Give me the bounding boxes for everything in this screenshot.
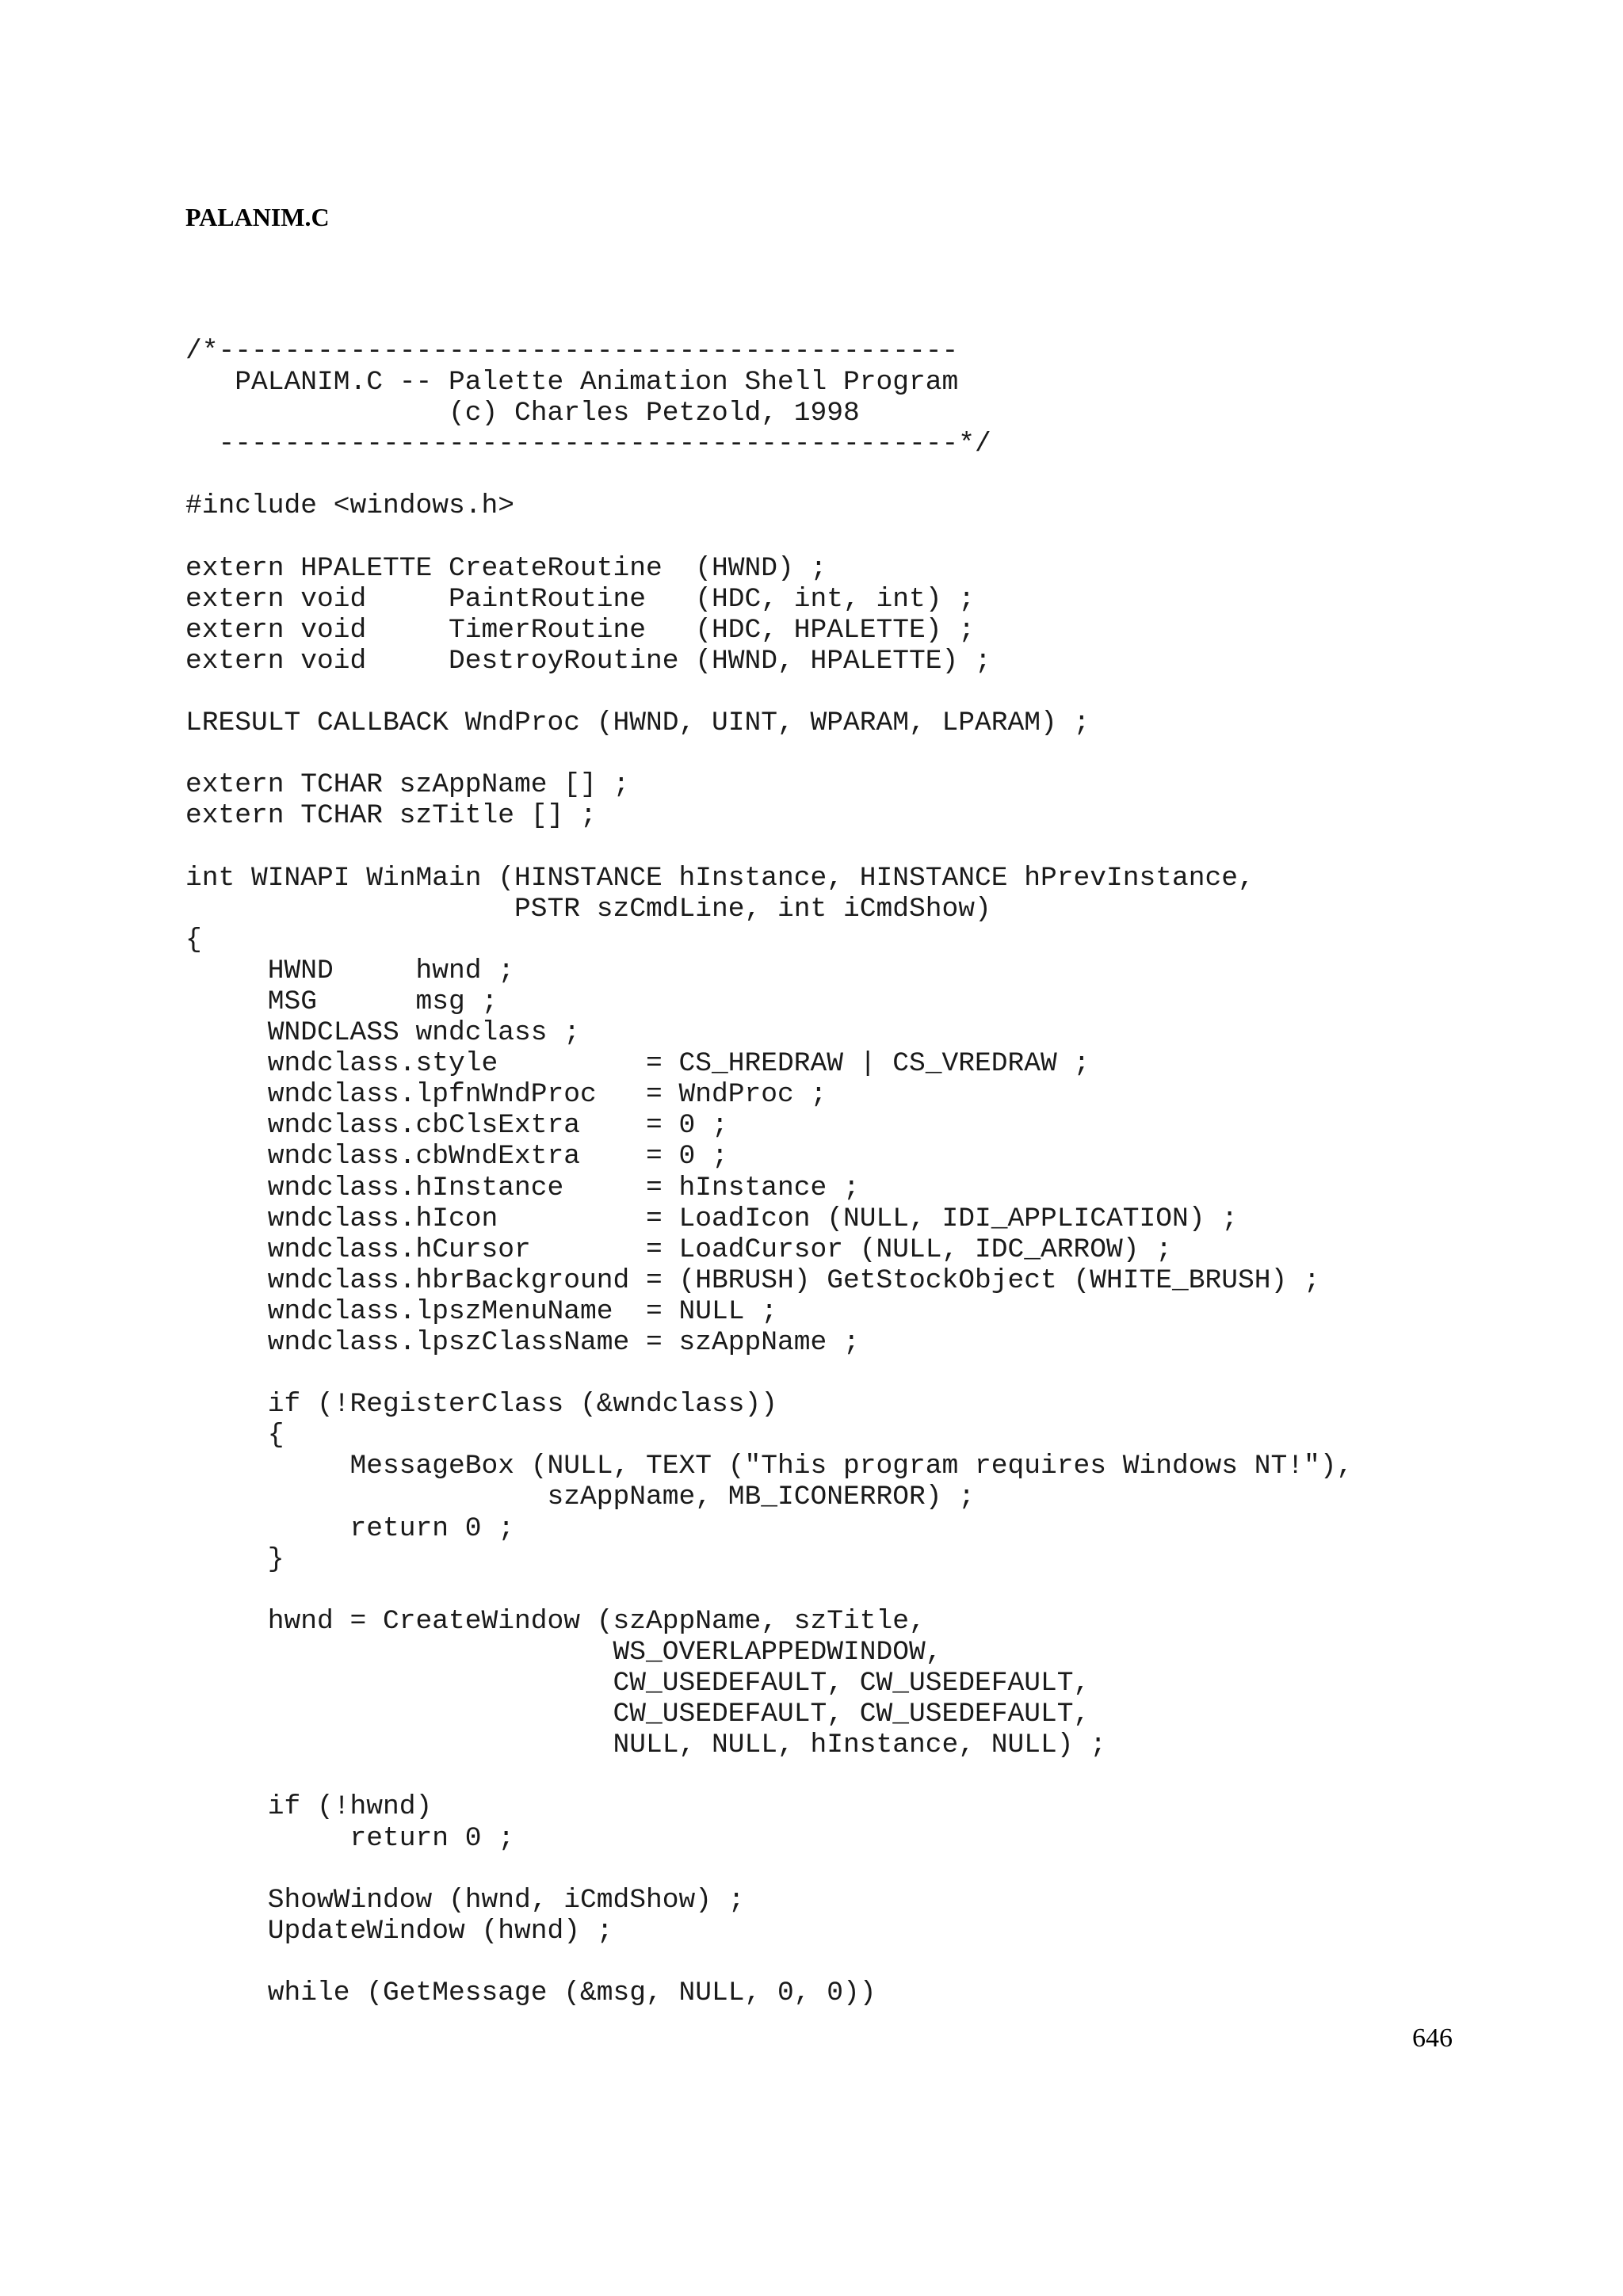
code-line: extern void DestroyRoutine (HWND, HPALETTE) ; — [185, 645, 991, 677]
code-line: extern TCHAR szAppName [] ; — [185, 769, 630, 801]
code-line: { — [185, 1420, 285, 1451]
code-line — [185, 738, 1353, 769]
code-line — [185, 677, 1353, 707]
code-line: } — [185, 1543, 285, 1575]
code-line: WNDCLASS wndclass ; — [185, 1017, 581, 1049]
code-line: wndclass.lpszMenuName = NULL ; — [185, 1295, 778, 1327]
code-line: extern void TimerRoutine (HDC, HPALETTE) ; — [185, 614, 976, 646]
code-line: return 0 ; — [185, 1512, 515, 1544]
code-line: wndclass.hInstance = hInstance ; — [185, 1172, 860, 1203]
code-line: MessageBox (NULL, TEXT ("This program requires Windows NT!"), — [185, 1451, 1354, 1482]
code-line: PALANIM.C -- Palette Animation Shell Program — [185, 367, 959, 399]
code-line: wndclass.lpszClassName = szAppName ; — [185, 1327, 860, 1358]
code-line: wndclass.hIcon = LoadIcon (NULL, IDI_APPLICATION) ; — [185, 1203, 1239, 1234]
code-line: UpdateWindow (hwnd) ; — [185, 1915, 613, 1947]
code-line: ShowWindow (hwnd, iCmdShow) ; — [185, 1884, 745, 1916]
code-line: PSTR szCmdLine, int iCmdShow) — [185, 893, 991, 925]
code-line — [185, 1358, 1353, 1389]
code-line: while (GetMessage (&msg, NULL, 0, 0)) — [185, 1977, 876, 2008]
code-line: /*--------------------------------------------- — [185, 336, 959, 367]
listing-title: PALANIM.C — [185, 203, 330, 231]
code-line: CW_USEDEFAULT, CW_USEDEFAULT, — [185, 1668, 1090, 1699]
code-line: wndclass.cbWndExtra = 0 ; — [185, 1141, 728, 1173]
code-line: CW_USEDEFAULT, CW_USEDEFAULT, — [185, 1699, 1090, 1730]
code-line — [185, 460, 1353, 490]
code-line: extern HPALETTE CreateRoutine (HWND) ; — [185, 552, 827, 584]
code-line: wndclass.lpfnWndProc = WndProc ; — [185, 1079, 827, 1111]
code-line — [185, 832, 1353, 863]
code-line — [185, 1854, 1353, 1885]
code-line: extern void PaintRoutine (HDC, int, int) ; — [185, 583, 976, 615]
code-line: hwnd = CreateWindow (szAppName, szTitle, — [185, 1605, 926, 1637]
code-line: #include <windows.h> — [185, 490, 515, 522]
code-line — [185, 522, 1353, 553]
code-line: LRESULT CALLBACK WndProc (HWND, UINT, WPARAM, LPARAM) ; — [185, 707, 1090, 739]
code-line: szAppName, MB_ICONERROR) ; — [185, 1482, 976, 1513]
code-line: NULL, NULL, hInstance, NULL) ; — [185, 1730, 1107, 1761]
code-line — [185, 1760, 1353, 1791]
code-line: WS_OVERLAPPEDWINDOW, — [185, 1636, 942, 1668]
code-line: (c) Charles Petzold, 1998 — [185, 398, 860, 429]
code-line: { — [185, 924, 202, 955]
code-line: if (!hwnd) — [185, 1791, 433, 1823]
source-code-listing — [185, 336, 1353, 2008]
code-line: wndclass.cbClsExtra = 0 ; — [185, 1110, 728, 1142]
code-line: HWND hwnd ; — [185, 955, 515, 986]
code-line — [185, 1575, 1353, 1606]
code-line: wndclass.hbrBackground = (HBRUSH) GetStockObject (WHITE_BRUSH) ; — [185, 1264, 1320, 1296]
code-line: wndclass.hCursor = LoadCursor (NULL, IDC_ARROW) ; — [185, 1234, 1173, 1265]
code-line: ---------------------------------------------*/ — [185, 429, 991, 460]
code-line: wndclass.style = CS_HREDRAW | CS_VREDRAW ; — [185, 1048, 1090, 1080]
code-line: int WINAPI WinMain (HINSTANCE hInstance, HINSTANCE hPrevInstance, — [185, 862, 1254, 894]
code-line: MSG msg ; — [185, 986, 498, 1017]
code-line: extern TCHAR szTitle [] ; — [185, 800, 597, 832]
code-line — [185, 1947, 1353, 1978]
code-line: return 0 ; — [185, 1822, 515, 1854]
code-line: if (!RegisterClass (&wndclass)) — [185, 1389, 778, 1421]
page-number: 646 — [1412, 2023, 1453, 2053]
